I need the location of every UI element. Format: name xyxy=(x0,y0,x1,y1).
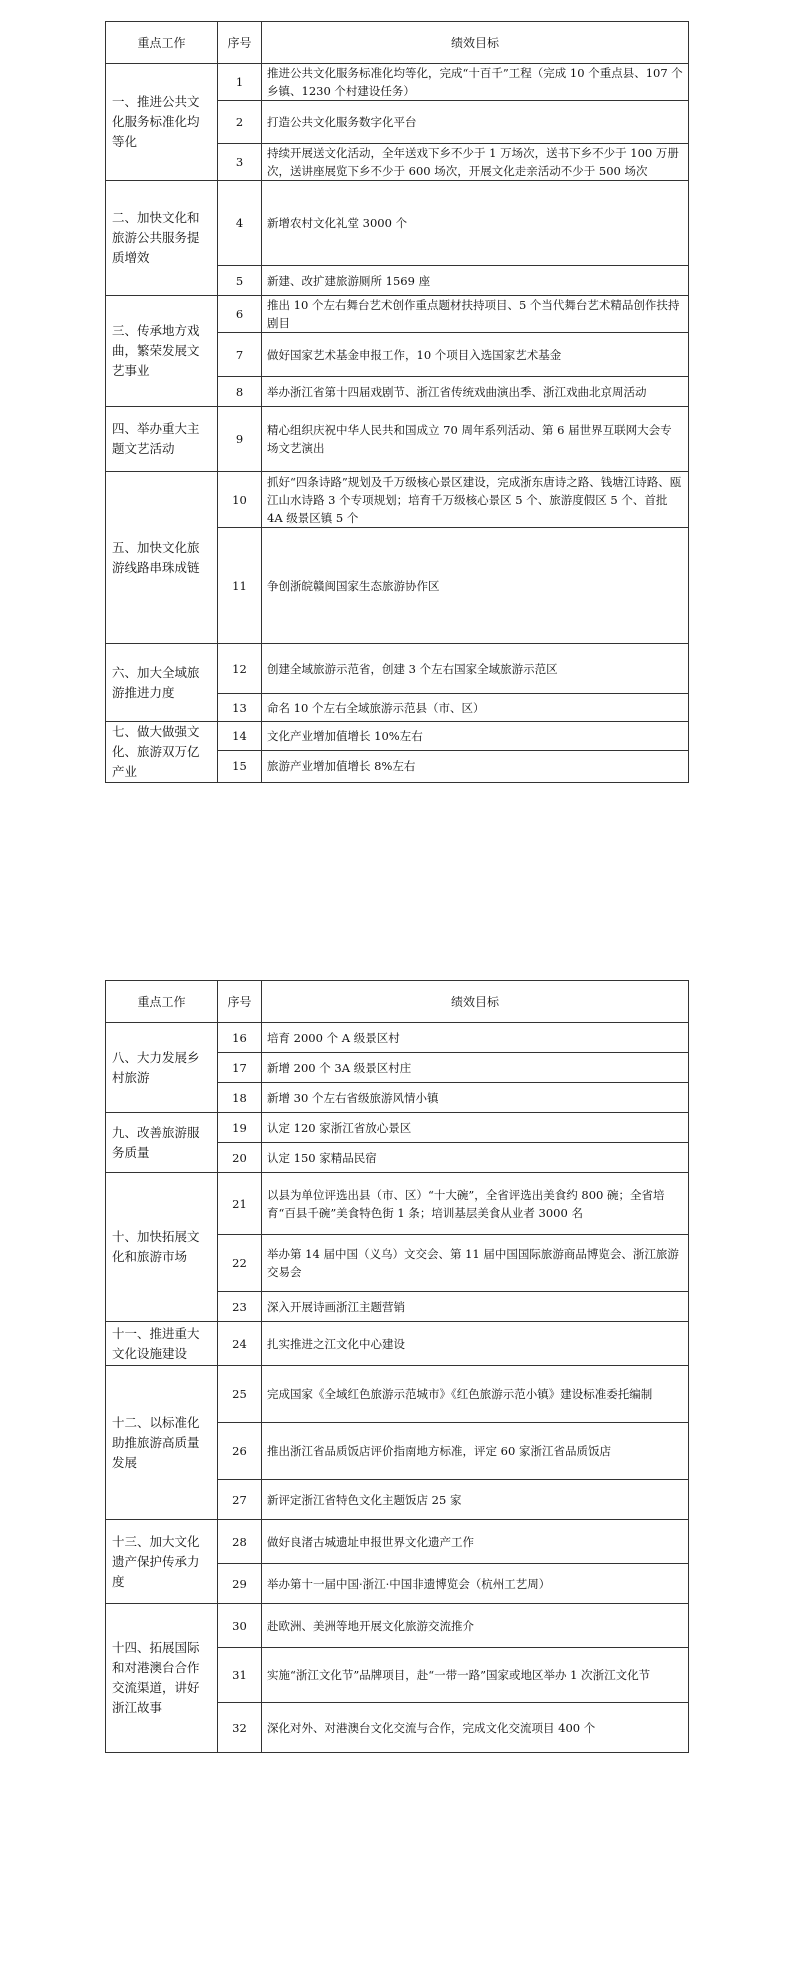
item-number: 26 xyxy=(218,1423,262,1480)
goal-cell: 以县为单位评选出县（市、区）“十大碗”，全省评选出美食约 800 碗；全省培育“百县千碗”美食特色街 1 条；培训基层美食从业者 3000 名 xyxy=(262,1173,689,1235)
table-row xyxy=(106,722,689,751)
goal-cell: 文化产业增加值增长 10%左右 xyxy=(262,722,689,751)
goal-cell: 完成国家《全域红色旅游示范城市》《红色旅游示范小镇》建设标准委托编制 xyxy=(262,1366,689,1423)
table-row xyxy=(106,1520,689,1564)
item-number: 6 xyxy=(218,296,262,333)
goal-cell: 创建全域旅游示范省，创建 3 个左右国家全域旅游示范区 xyxy=(262,644,689,694)
goal-cell: 命名 10 个左右全域旅游示范县（市、区） xyxy=(262,694,689,722)
table-row xyxy=(106,181,689,266)
goal-cell: 举办第十一届中国·浙江·中国非遗博览会（杭州工艺周） xyxy=(262,1564,689,1604)
goal-cell: 推出 10 个左右舞台艺术创作重点题材扶持项目、5 个当代舞台艺术精品创作扶持剧目 xyxy=(262,296,689,333)
goal-cell: 推进公共文化服务标准化均等化，完成“十百千”工程（完成 10 个重点县、107 个乡镇、1230 个村建设任务） xyxy=(262,64,689,101)
performance-table-part1 xyxy=(105,21,689,783)
header-row xyxy=(106,981,689,1023)
goal-cell: 培育 2000 个 A 级景区村 xyxy=(262,1023,689,1053)
goal-cell: 新评定浙江省特色文化主题饭店 25 家 xyxy=(262,1480,689,1520)
category-cell: 一、推进公共文化服务标准化均等化 xyxy=(106,64,218,181)
header-work-area: 重点工作 xyxy=(106,22,218,64)
table-row xyxy=(106,1604,689,1648)
table-row xyxy=(106,1322,689,1366)
table-row xyxy=(106,407,689,472)
goal-cell: 旅游产业增加值增长 8%左右 xyxy=(262,750,689,782)
goal-cell: 新增 30 个左右省级旅游风情小镇 xyxy=(262,1083,689,1113)
item-number: 3 xyxy=(218,144,262,181)
goal-cell: 扎实推进之江文化中心建设 xyxy=(262,1322,689,1366)
goal-cell: 做好国家艺术基金申报工作，10 个项目入选国家艺术基金 xyxy=(262,333,689,377)
header-goal: 绩效目标 xyxy=(262,981,689,1023)
goal-cell: 赴欧洲、美洲等地开展文化旅游交流推介 xyxy=(262,1604,689,1648)
goal-cell: 新增农村文化礼堂 3000 个 xyxy=(262,181,689,266)
table-row xyxy=(106,472,689,528)
item-number: 27 xyxy=(218,1480,262,1520)
header-number: 序号 xyxy=(218,22,262,64)
item-number: 16 xyxy=(218,1023,262,1053)
item-number: 29 xyxy=(218,1564,262,1604)
goal-cell: 精心组织庆祝中华人民共和国成立 70 周年系列活动、第 6 届世界互联网大会专场文艺演出 xyxy=(262,407,689,472)
goal-cell: 争创浙皖赣闽国家生态旅游协作区 xyxy=(262,528,689,644)
item-number: 18 xyxy=(218,1083,262,1113)
item-number: 22 xyxy=(218,1235,262,1292)
category-cell: 八、大力发展乡村旅游 xyxy=(106,1023,218,1113)
goal-cell: 认定 120 家浙江省放心景区 xyxy=(262,1113,689,1143)
category-cell: 四、举办重大主题文艺活动 xyxy=(106,407,218,472)
item-number: 23 xyxy=(218,1292,262,1322)
item-number: 1 xyxy=(218,64,262,101)
item-number: 32 xyxy=(218,1703,262,1753)
item-number: 4 xyxy=(218,181,262,266)
category-cell: 二、加快文化和旅游公共服务提质增效 xyxy=(106,181,218,296)
category-cell: 六、加大全域旅游推进力度 xyxy=(106,644,218,722)
item-number: 10 xyxy=(218,472,262,528)
item-number: 2 xyxy=(218,101,262,144)
header-goal: 绩效目标 xyxy=(262,22,689,64)
item-number: 24 xyxy=(218,1322,262,1366)
goal-cell: 认定 150 家精品民宿 xyxy=(262,1143,689,1173)
item-number: 12 xyxy=(218,644,262,694)
category-cell: 十二、以标准化助推旅游高质量发展 xyxy=(106,1366,218,1520)
goal-cell: 持续开展送文化活动，全年送戏下乡不少于 1 万场次，送书下乡不少于 100 万册次，送讲座展览下乡不少于 600 场次，开展文化走亲活动不少于 500 场次 xyxy=(262,144,689,181)
table-row xyxy=(106,1023,689,1053)
table-row xyxy=(106,1113,689,1143)
category-cell: 十四、拓展国际和对港澳台合作交流渠道，讲好浙江故事 xyxy=(106,1604,218,1753)
goal-cell: 推出浙江省品质饭店评价指南地方标准，评定 60 家浙江省品质饭店 xyxy=(262,1423,689,1480)
item-number: 15 xyxy=(218,750,262,782)
goal-cell: 做好良渚古城遗址申报世界文化遗产工作 xyxy=(262,1520,689,1564)
category-cell: 十一、推进重大文化设施建设 xyxy=(106,1322,218,1366)
item-number: 28 xyxy=(218,1520,262,1564)
table-row xyxy=(106,644,689,694)
item-number: 19 xyxy=(218,1113,262,1143)
item-number: 17 xyxy=(218,1053,262,1083)
item-number: 7 xyxy=(218,333,262,377)
item-number: 11 xyxy=(218,528,262,644)
goal-cell: 举办第 14 届中国（义乌）文交会、第 11 届中国国际旅游商品博览会、浙江旅游交易会 xyxy=(262,1235,689,1292)
item-number: 13 xyxy=(218,694,262,722)
item-number: 5 xyxy=(218,266,262,296)
category-cell: 十、加快拓展文化和旅游市场 xyxy=(106,1173,218,1322)
category-cell: 九、改善旅游服务质量 xyxy=(106,1113,218,1173)
goal-cell: 新建、改扩建旅游厕所 1569 座 xyxy=(262,266,689,296)
item-number: 25 xyxy=(218,1366,262,1423)
category-cell: 十三、加大文化遗产保护传承力度 xyxy=(106,1520,218,1604)
header-number: 序号 xyxy=(218,981,262,1023)
category-cell: 三、传承地方戏曲，繁荣发展文艺事业 xyxy=(106,296,218,407)
category-cell: 五、加快文化旅游线路串珠成链 xyxy=(106,472,218,644)
item-number: 21 xyxy=(218,1173,262,1235)
item-number: 9 xyxy=(218,407,262,472)
item-number: 14 xyxy=(218,722,262,751)
header-work-area: 重点工作 xyxy=(106,981,218,1023)
goal-cell: 新增 200 个 3A 级景区村庄 xyxy=(262,1053,689,1083)
item-number: 8 xyxy=(218,377,262,407)
performance-table-part2 xyxy=(105,980,689,1753)
item-number: 31 xyxy=(218,1648,262,1703)
goal-cell: 举办浙江省第十四届戏剧节、浙江省传统戏曲演出季、浙江戏曲北京周活动 xyxy=(262,377,689,407)
item-number: 20 xyxy=(218,1143,262,1173)
goal-cell: 深化对外、对港澳台文化交流与合作，完成文化交流项目 400 个 xyxy=(262,1703,689,1753)
table-row xyxy=(106,296,689,333)
table-row xyxy=(106,1366,689,1423)
table-row xyxy=(106,64,689,101)
goal-cell: 深入开展诗画浙江主题营销 xyxy=(262,1292,689,1322)
header-row xyxy=(106,22,689,64)
goal-cell: 抓好“四条诗路”规划及千万级核心景区建设，完成浙东唐诗之路、钱塘江诗路、瓯江山水诗路 3 个专项规划；培育千万级核心景区 5 个、旅游度假区 5 个、首批 4A 级景区镇 5 个 xyxy=(262,472,689,528)
item-number: 30 xyxy=(218,1604,262,1648)
category-cell: 七、做大做强文化、旅游双万亿产业 xyxy=(106,722,218,783)
goal-cell: 打造公共文化服务数字化平台 xyxy=(262,101,689,144)
goal-cell: 实施“浙江文化节”品牌项目，赴“一带一路”国家或地区举办 1 次浙江文化节 xyxy=(262,1648,689,1703)
table-row xyxy=(106,1173,689,1235)
